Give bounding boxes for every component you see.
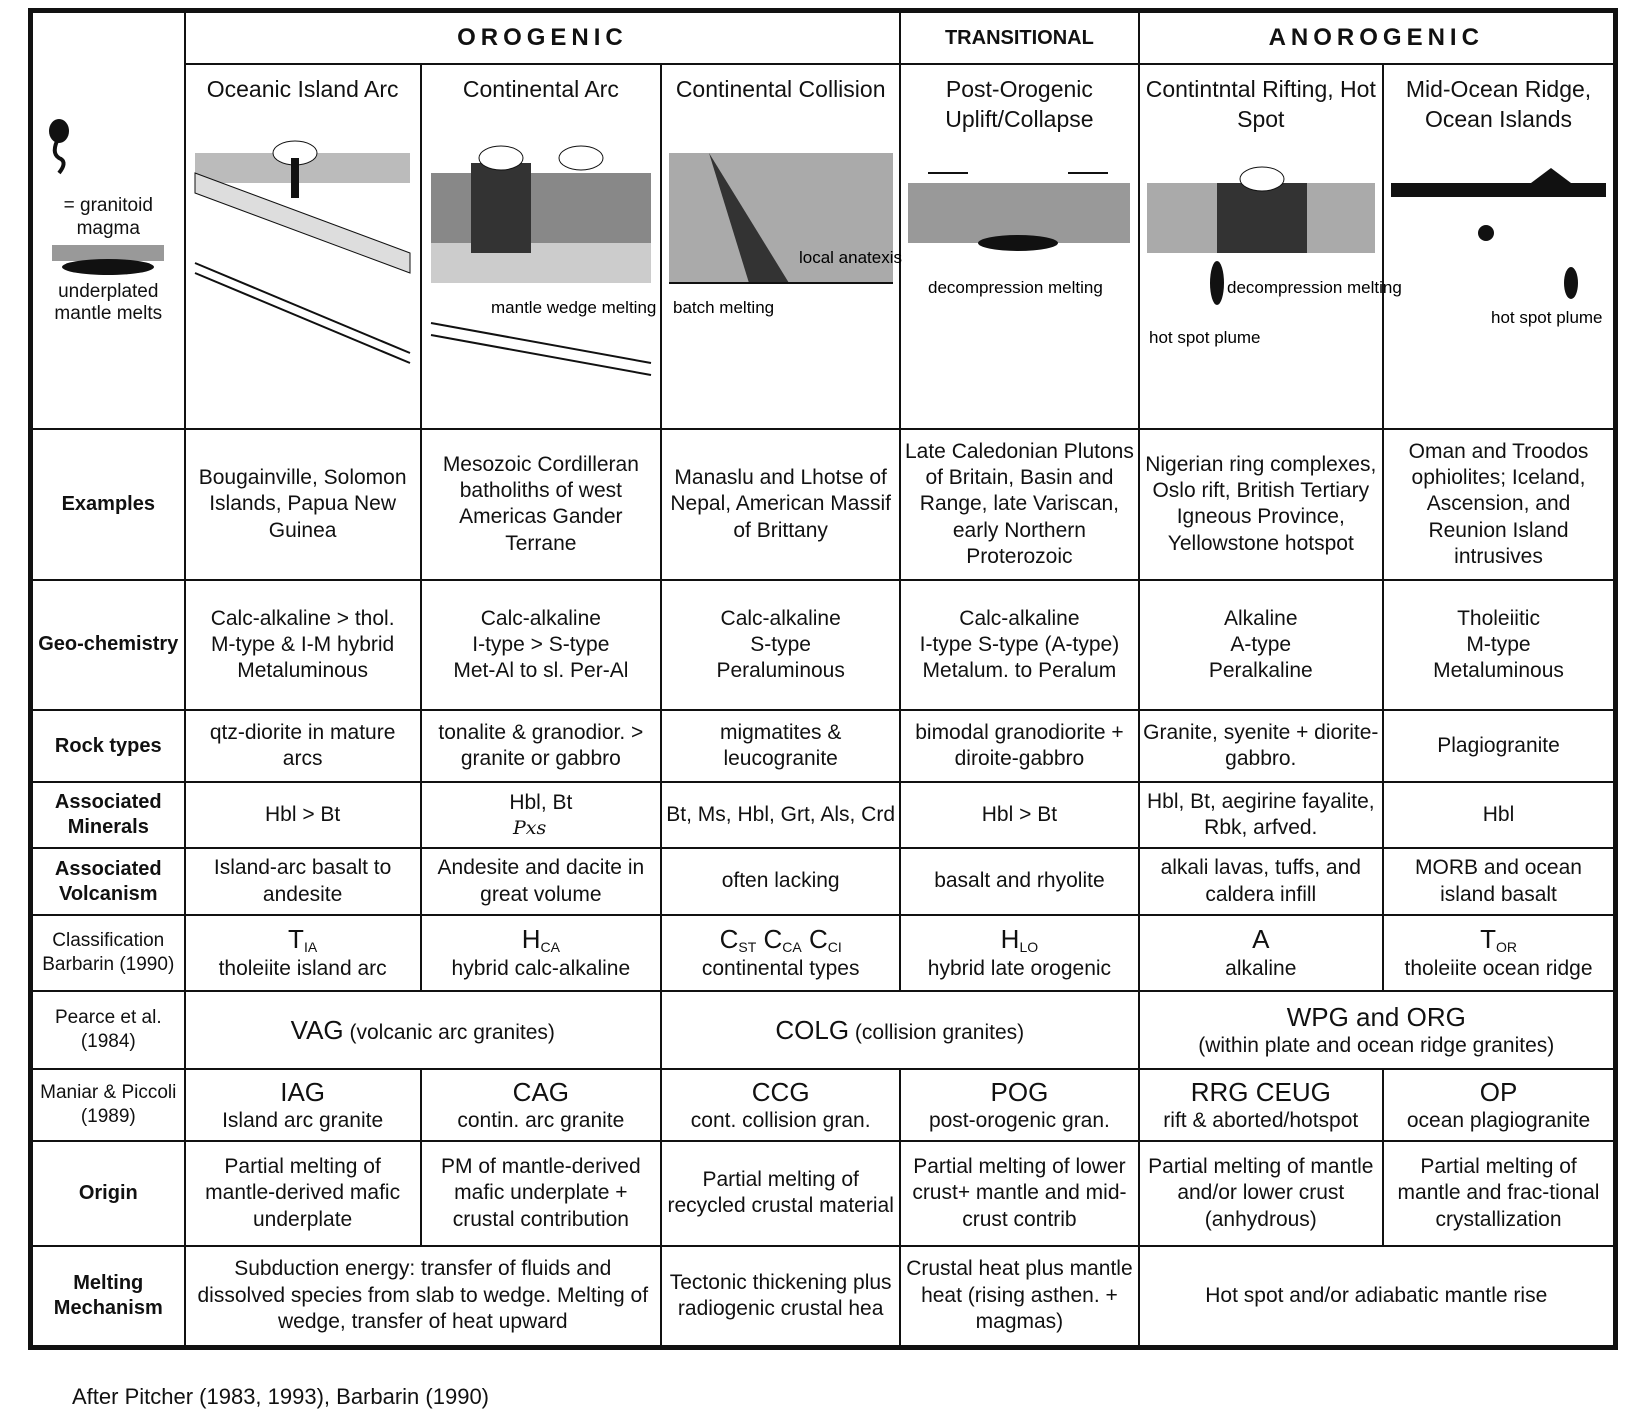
- cell-geochem: [1383, 580, 1614, 710]
- row-label-minerals: Associated Minerals: [32, 782, 185, 848]
- col-continental-collision: [661, 64, 900, 429]
- cell-rock: qtz-diorite in mature arcs: [185, 710, 421, 782]
- cell-volcanism: alkali lavas, tuffs, and caldera infill: [1139, 848, 1384, 914]
- geochem-line: Tholeiitic: [1457, 606, 1540, 630]
- row-label-volcanism: Associated Volcanism: [32, 848, 185, 914]
- cell-origin: PM of mantle-derived mafic underplate + crustal contribution: [421, 1141, 661, 1245]
- col-title: Contintntal Rifting, Hot Spot: [1145, 76, 1376, 133]
- geochem-line: S-type: [750, 632, 811, 656]
- row-label-rock-types: Rock types: [32, 710, 185, 782]
- cell-geochem: [661, 580, 900, 710]
- cell-examples: Mesozoic Cordilleran batholiths of west Americas Gander Terrane: [421, 429, 661, 579]
- cell-volcanism: Andesite and dacite in great volume: [421, 848, 661, 914]
- cell-examples: Nigerian ring complexes, Oslo rift, British Tertiary Igneous Province, Yellowstone hotspot: [1139, 429, 1384, 579]
- cell-pearce-vag: VAG (volcanic arc granites): [185, 991, 661, 1069]
- cell-origin: Partial melting of lower crust+ mantle and mid-crust contrib: [900, 1141, 1138, 1245]
- cell-barbarin: $C_{ST}$ $C_{CA}$ $C_{CI}$ continental types: [661, 915, 900, 991]
- cell-rock: tonalite & granodior. > granite or gabbro: [421, 710, 661, 782]
- row-label-examples: Examples: [32, 429, 185, 579]
- continental-arc-diagram: [431, 113, 657, 363]
- cell-examples: Oman and Troodos ophiolites; Iceland, Ascension, and Reunion Island intrusives: [1383, 429, 1614, 579]
- legend-cell: [32, 12, 185, 429]
- cell-minerals: Hbl: [1383, 782, 1614, 848]
- col-title: Continental Arc: [462, 76, 619, 103]
- continental-collision-diagram: [669, 113, 902, 363]
- col-continental-arc: [421, 64, 661, 429]
- cell-origin: Partial melting of mantle-derived mafic underplate: [185, 1141, 421, 1245]
- cell-geochem: [900, 580, 1138, 710]
- geochem-line: A-type: [1230, 632, 1292, 656]
- underplated-melts-icon: [48, 241, 168, 281]
- cell-examples: Late Caledonian Plutons of Britain, Basin and Range, late Variscan, early Northern Proterozoic: [900, 429, 1138, 579]
- cell-maniar: POG post-orogenic gran.: [900, 1069, 1138, 1141]
- cell-geochem: [421, 580, 661, 710]
- geochem-line: Calc-alkaline > thol.: [210, 606, 395, 630]
- geochem-line: Peralkaline: [1208, 659, 1313, 682]
- geochem-line: M-type: [1466, 632, 1531, 656]
- diagram-label: decompression melting: [928, 277, 1104, 297]
- cell-maniar: CAG contin. arc granite: [421, 1069, 661, 1141]
- granitoid-classification-table: [28, 8, 1618, 1350]
- cell-minerals: [421, 782, 661, 848]
- col-title: Oceanic Island Arc: [206, 76, 399, 103]
- granitoid-magma-icon: [43, 115, 173, 195]
- cell-rock: Plagiogranite: [1383, 710, 1614, 782]
- handwritten-note: Pxs: [512, 816, 547, 839]
- legend-magma-label: = granitoid magma: [63, 195, 153, 239]
- cell-barbarin: $H_{LO}$ hybrid late orogenic: [900, 915, 1138, 991]
- group-orogenic: OROGENIC: [185, 12, 901, 64]
- cell-rock: bimodal granodiorite + diroite-gabbro: [900, 710, 1138, 782]
- cell-maniar: IAG Island arc granite: [185, 1069, 421, 1141]
- col-post-orogenic: [900, 64, 1138, 429]
- cell-maniar: RRG CEUG rift & aborted/hotspot: [1139, 1069, 1384, 1141]
- cell-minerals: Hbl > Bt: [900, 782, 1138, 848]
- col-oceanic-island-arc: [185, 64, 421, 429]
- cell-barbarin: A alkaline: [1139, 915, 1384, 991]
- legend-underplated-label: underplated mantle melts: [54, 280, 163, 325]
- cell-minerals: Hbl, Bt, aegirine fayalite, Rbk, arfved.: [1139, 782, 1384, 848]
- group-anorogenic: ANOROGENIC: [1139, 12, 1614, 64]
- cell-examples: Bougainville, Solomon Islands, Papua New Guinea: [185, 429, 421, 579]
- diagram-label: decompression melting: [1226, 277, 1402, 297]
- row-label-geochemistry: Geo-chemistry: [32, 580, 185, 710]
- cell-pearce-wpg: WPG and ORG (within plate and ocean ridge granites): [1139, 991, 1614, 1069]
- cell-volcanism: basalt and rhyolite: [900, 848, 1138, 914]
- minerals-text: Hbl, Bt: [509, 791, 573, 815]
- cell-geochem: [185, 580, 421, 710]
- geochem-line: Alkaline: [1224, 606, 1298, 630]
- col-title: Post-Orogenic Uplift/Collapse: [945, 76, 1094, 133]
- cell-volcanism: often lacking: [661, 848, 900, 914]
- col-title: Mid-Ocean Ridge, Ocean Islands: [1405, 76, 1592, 133]
- row-label-pearce: Pearce et al. (1984): [32, 991, 185, 1069]
- geochem-line: M-type & I-M hybrid: [211, 632, 395, 656]
- cell-examples: Manaslu and Lhotse of Nepal, American Massif of Brittany: [661, 429, 900, 579]
- cell-minerals: Bt, Ms, Hbl, Grt, Als, Crd: [661, 782, 900, 848]
- geochem-line: Metaluminous: [237, 659, 368, 682]
- geochem-line: Calc-alkaline: [480, 606, 601, 630]
- cell-volcanism: Island-arc basalt to andesite: [185, 848, 421, 914]
- cell-origin: Partial melting of recycled crustal material: [661, 1141, 900, 1245]
- cell-maniar: CCG cont. collision gran.: [661, 1069, 900, 1141]
- cell-origin: Partial melting of mantle and frac-tional crystallization: [1383, 1141, 1614, 1245]
- group-transitional: TRANSITIONAL: [900, 12, 1138, 64]
- cell-rock: migmatites & leucogranite: [661, 710, 900, 782]
- cell-melting-hotspot: Hot spot and/or adiabatic mantle rise: [1139, 1246, 1614, 1346]
- cell-geochem: [1139, 580, 1384, 710]
- col-continental-rifting: [1139, 64, 1402, 429]
- geochem-line: Calc-alkaline: [720, 606, 841, 630]
- geochem-line: Calc-alkaline: [959, 606, 1080, 630]
- col-title: Continental Collision: [675, 76, 886, 103]
- cell-rock: Granite, syenite + diorite-gabbro.: [1139, 710, 1384, 782]
- geochem-line: I-type > S-type: [472, 632, 610, 656]
- cell-melting-crustal: Crustal heat plus mantle heat (rising asthen. + magmas): [900, 1246, 1138, 1346]
- cell-melting-tectonic: Tectonic thickening plus radiogenic crustal hea: [661, 1246, 900, 1346]
- cell-origin: Partial melting of mantle and/or lower crust (anhydrous): [1139, 1141, 1384, 1245]
- geochem-line: Peraluminous: [716, 659, 845, 682]
- row-label-melting: Melting Mechanism: [32, 1246, 185, 1346]
- diagram-label: local anatexis: [798, 248, 902, 268]
- cell-minerals: Hbl > Bt: [185, 782, 421, 848]
- mid-ocean-ridge-diagram: [1391, 143, 1606, 393]
- cell-barbarin: $T_{IA}$ tholeiite island arc: [185, 915, 421, 991]
- geochem-line: Metaluminous: [1433, 659, 1564, 682]
- row-label-barbarin: Classification Barbarin (1990): [32, 915, 185, 991]
- continental-rifting-diagram: [1147, 143, 1402, 393]
- geochem-line: Metalum. to Peralum: [922, 659, 1117, 682]
- row-label-maniar: Maniar & Piccoli (1989): [32, 1069, 185, 1141]
- cell-volcanism: MORB and ocean island basalt: [1383, 848, 1614, 914]
- post-orogenic-diagram: [908, 143, 1130, 393]
- oceanic-arc-diagram: [195, 113, 410, 363]
- geochem-line: I-type S-type (A-type): [919, 632, 1120, 656]
- cell-barbarin: $H_{CA}$ hybrid calc-alkaline: [421, 915, 661, 991]
- cell-maniar: OP ocean plagiogranite: [1383, 1069, 1614, 1141]
- figure-caption: After Pitcher (1983, 1993), Barbarin (1990): [72, 1384, 490, 1409]
- diagram-label: mantle wedge melting: [490, 298, 657, 318]
- geochem-line: Met-Al to sl. Per-Al: [453, 659, 629, 682]
- col-mid-ocean-ridge: [1383, 64, 1614, 429]
- diagram-label: hot spot plume: [1491, 307, 1603, 327]
- cell-pearce-colg: COLG (collision granites): [661, 991, 1139, 1069]
- diagram-label: batch melting: [672, 298, 774, 318]
- cell-melting-subduction: Subduction energy: transfer of fluids and dissolved species from slab to wedge. Melting of wedge, transfer of heat upward: [185, 1246, 661, 1346]
- diagram-label: hot spot plume: [1148, 327, 1261, 347]
- cell-barbarin: $T_{OR}$ tholeiite ocean ridge: [1383, 915, 1614, 991]
- row-label-origin: Origin: [32, 1141, 185, 1245]
